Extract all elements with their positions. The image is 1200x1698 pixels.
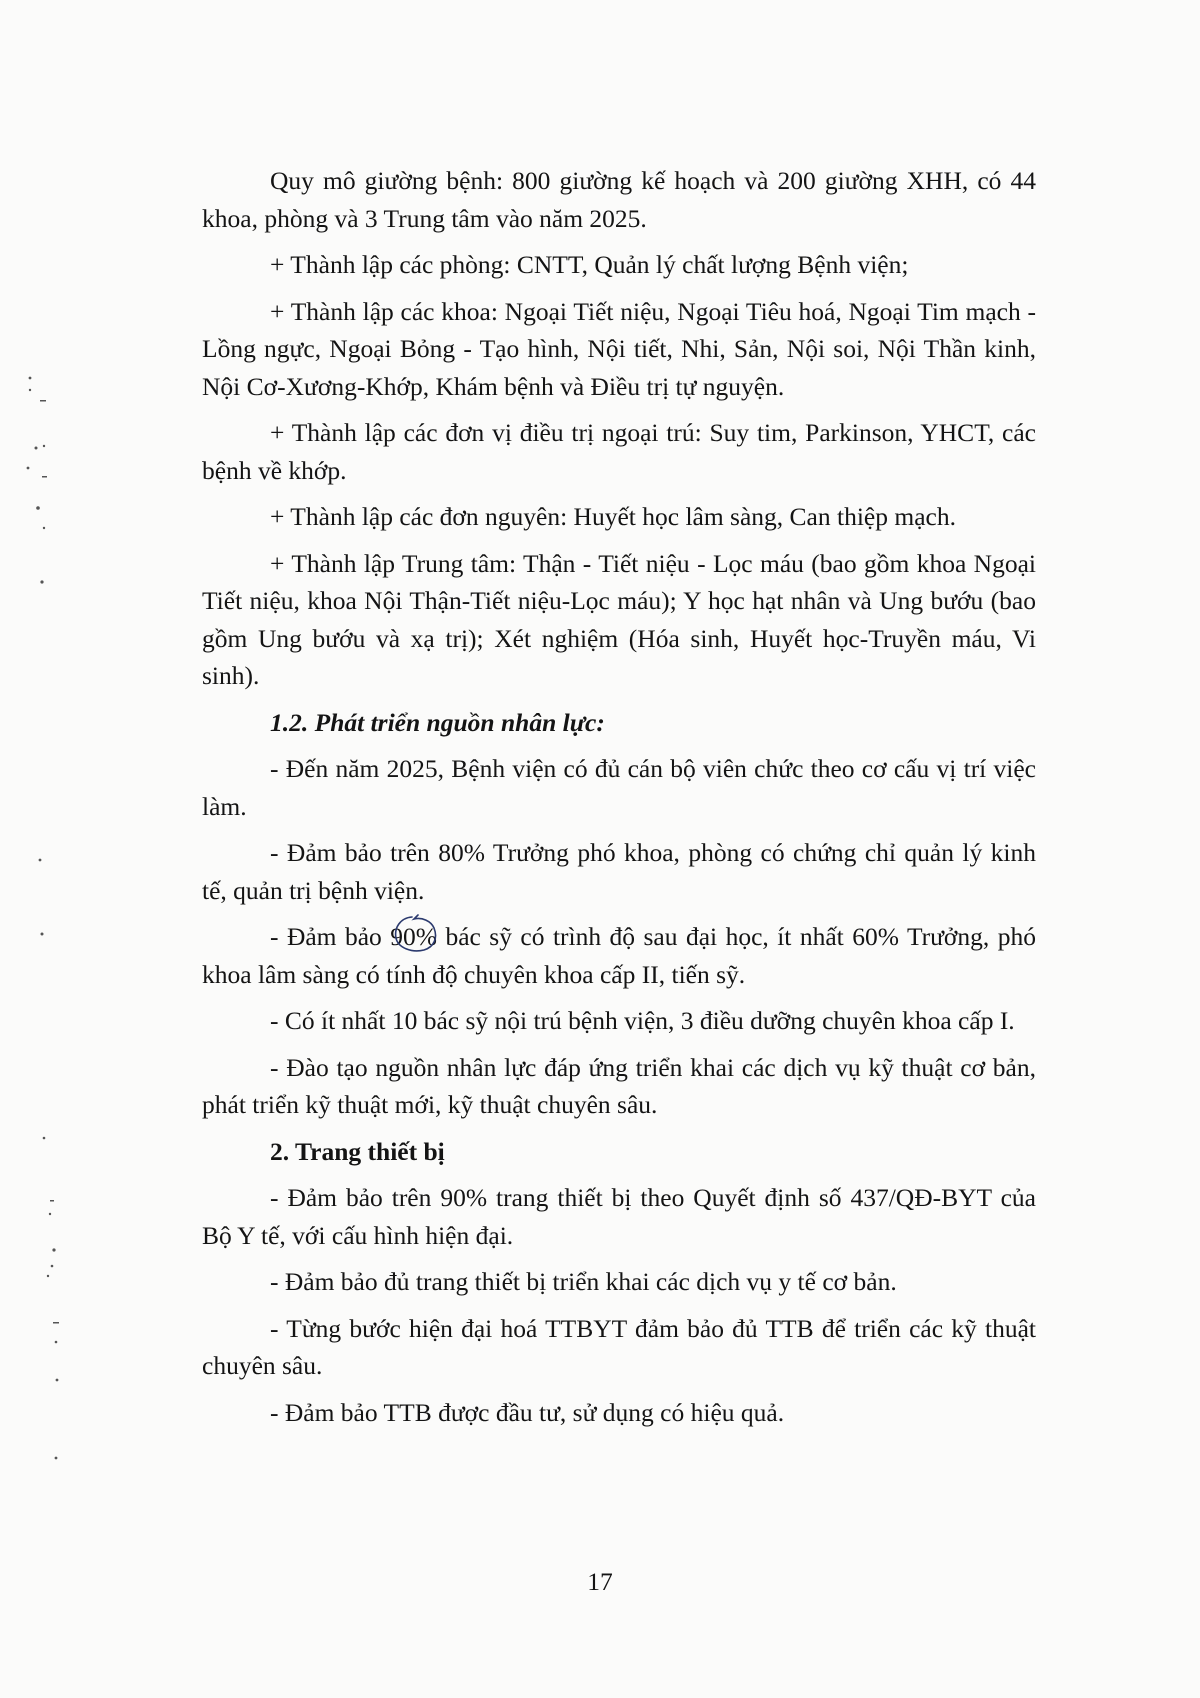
section-heading-equipment: 2. Trang thiết bị [270, 1136, 445, 1166]
paragraph-residents: - Có ít nhất 10 bác sỹ nội trú bệnh viện, 3 điều dưỡng chuyên khoa cấp I. [270, 1006, 1015, 1035]
paragraph-staff-2025: - Đến năm 2025, Bệnh viện có đủ cán bộ viên chức theo cơ cấu vị trí việc làm. [202, 754, 1036, 821]
paragraph-bed-scale: Quy mô giường bệnh: 800 giường kế hoạch và 200 giường XHH, có 44 khoa, phòng và 3 Trung tâm vào năm 2025. [202, 166, 1036, 233]
page-number: 17 [587, 1567, 613, 1596]
paragraph-effective-use: - Đảm bảo TTB được đầu tư, sử dụng có hiệu quả. [270, 1397, 785, 1427]
paragraph-postgraduate-doctors: - Đảm bảo 90% bác sỹ có trình độ sau đại học, ít nhất 60% Trưởng, phó khoa lâm sàng có tính độ chuyên khoa cấp II, tiến sỹ. [202, 922, 1036, 989]
section-heading-human-resources: 1.2. Phát triển nguồn nhân lực: [270, 707, 605, 737]
paragraph-establish-centers: + Thành lập Trung tâm: Thận - Tiết niệu - Lọc máu (bao gồm khoa Ngoại Tiết niệu, khoa Nội Thận-Tiết niệu-Lọc máu); Y học hạt nhân và Ung bướu (bao gồm Ung bướu và xạ trị); Xét nghiệm (Hóa sinh, Huyết học-Truyền máu, Vi sinh). [202, 548, 1036, 690]
paragraph-training: - Đào tạo nguồn nhân lực đáp ứng triển khai các dịch vụ kỹ thuật cơ bản, phát triển kỹ thuật mới, kỹ thuật chuyên sâu. [202, 1052, 1036, 1119]
paragraph-outpatient-units: + Thành lập các đơn vị điều trị ngoại trú: Suy tim, Parkinson, YHCT, các bệnh về khớp. [202, 418, 1036, 485]
document-body [202, 162, 1036, 1440]
paragraph-units: + Thành lập các đơn nguyên: Huyết học lâm sàng, Can thiệp mạch. [270, 502, 956, 531]
paragraph-modernize-equipment: - Từng bước hiện đại hoá TTBYT đảm bảo đủ TTB để triển các kỹ thuật chuyên sâu. [202, 1313, 1036, 1380]
scan-margin-marks [0, 0, 80, 1698]
paragraph-equipment-decision: - Đảm bảo trên 90% trang thiết bị theo Quyết định số 437/QĐ-BYT của Bộ Y tế, với cấu hình hiện đại. [202, 1183, 1036, 1250]
paragraph-management-certificates: - Đảm bảo trên 80% Trưởng phó khoa, phòng có chứng chỉ quản lý kinh tế, quản trị bệnh viện. [202, 838, 1036, 905]
paragraph-establish-rooms: + Thành lập các phòng: CNTT, Quản lý chất lượng Bệnh viện; [270, 250, 909, 279]
paragraph-establish-departments: + Thành lập các khoa: Ngoại Tiết niệu, Ngoại Tiêu hoá, Ngoại Tim mạch - Lồng ngực, Ngoại Bỏng - Tạo hình, Nội tiết, Nhi, Sản, Nội soi, Nội Thần kinh, Nội Cơ-Xương-Khớp, Khám bệnh và Điều trị tự nguyện. [202, 296, 1036, 401]
paragraph-basic-equipment: - Đảm bảo đủ trang thiết bị triển khai các dịch vụ y tế cơ bản. [270, 1267, 897, 1296]
